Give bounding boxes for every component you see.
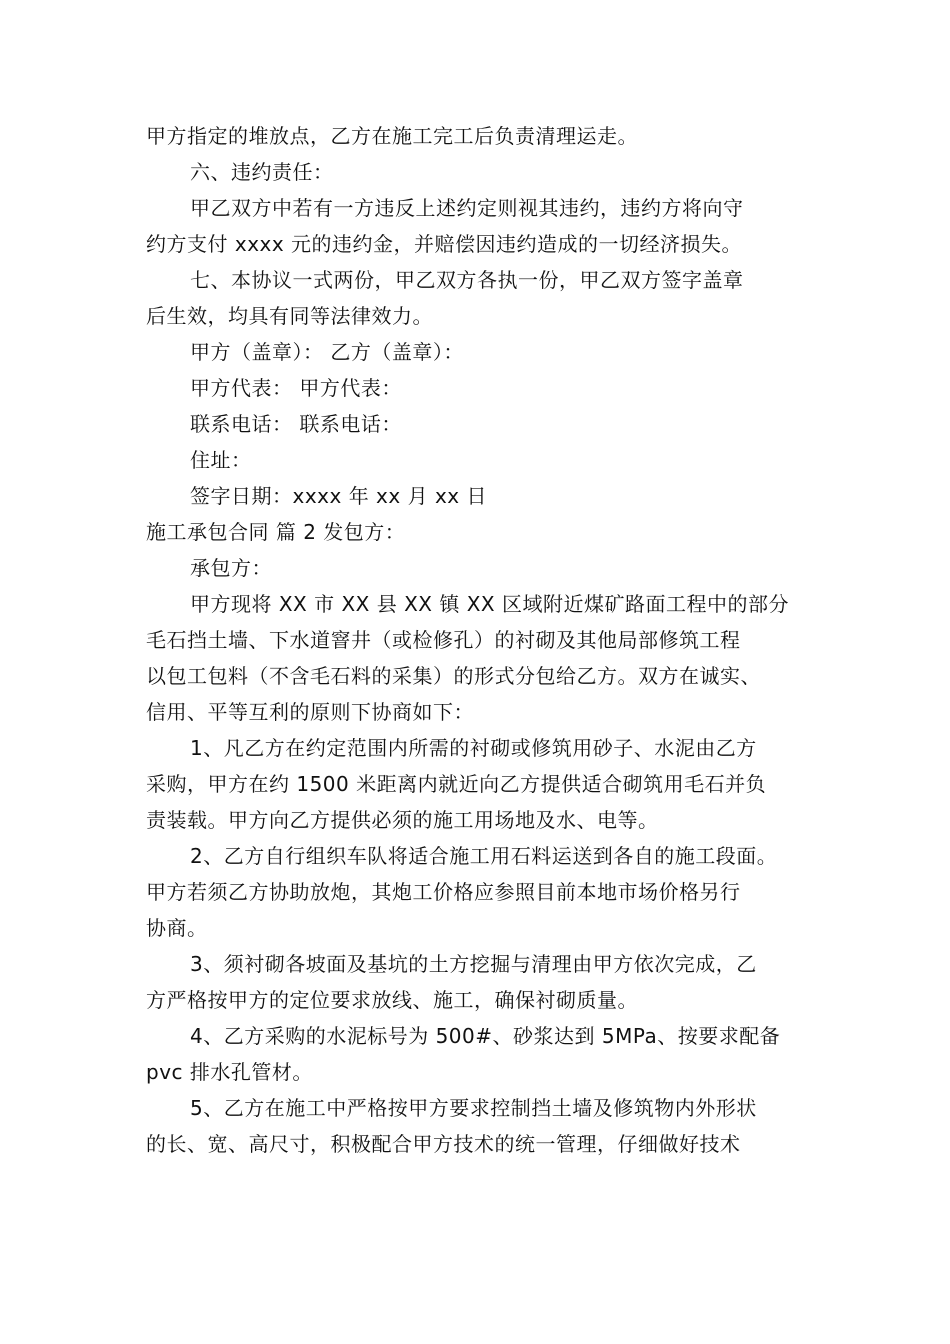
text-line: 约方支付 xxxx 元的违约金，并赔偿因违约造成的一切经济损失。 [146,232,743,256]
text-line: 甲方若须乙方协助放炮，其炮工价格应参照目前本地市场价格另行 [146,880,741,904]
text-line: 甲方（盖章）： 乙方（盖章）： [190,340,464,364]
text-line: 责装载。甲方向乙方提供必须的施工用场地及水、电等。 [146,808,659,832]
text-line: 方严格按甲方的定位要求放线、施工，确保衬砌质量。 [146,988,638,1012]
text-line: 以包工包料（不含毛石料的采集）的形式分包给乙方。双方在诚实、 [146,664,761,688]
text-line: 施工承包合同 篇 2 发包方： [146,520,406,544]
text-line: 协商。 [146,916,208,940]
text-line: 2、乙方自行组织车队将适合施工用石料运送到各自的施工段面。 [190,844,778,868]
text-line: pvc 排水孔管材。 [146,1060,313,1084]
text-line: 联系电话： 联系电话： [190,412,402,436]
text-line: 甲乙双方中若有一方违反上述约定则视其违约，违约方将向守 [190,196,744,220]
text-line: 3、须衬砌各坡面及基坑的土方挖掘与清理由甲方依次完成，乙 [190,952,757,976]
text-line: 甲方代表： 甲方代表： [190,376,402,400]
text-line: 信用、平等互利的原则下协商如下： [146,700,474,724]
text-line: 后生效，均具有同等法律效力。 [146,304,433,328]
text-line: 住址： [190,448,252,472]
text-line: 承包方： [190,556,272,580]
text-line: 签字日期：xxxx 年 xx 月 xx 日 [190,484,487,508]
text-line: 甲方指定的堆放点，乙方在施工完工后负责清理运走。 [146,124,638,148]
document-body [146,118,811,1162]
text-line: 七、本协议一式两份，甲乙双方各执一份，甲乙双方签字盖章 [190,268,744,292]
text-line: 的长、宽、高尺寸，积极配合甲方技术的统一管理，仔细做好技术 [146,1132,741,1156]
text-line: 5、乙方在施工中严格按甲方要求控制挡土墙及修筑物内外形状 [190,1096,757,1120]
text-line: 六、违约责任： [190,160,334,184]
text-line: 毛石挡土墙、下水道窨井（或检修孔）的衬砌及其他局部修筑工程 [146,628,741,652]
text-line: 4、乙方采购的水泥标号为 500#、砂浆达到 5MPa、按要求配备 [190,1024,781,1048]
text-line: 1、凡乙方在约定范围内所需的衬砌或修筑用砂子、水泥由乙方 [190,736,757,760]
text-line: 甲方现将 XX 市 XX 县 XX 镇 XX 区域附近煤矿路面工程中的部分 [190,592,789,616]
text-line: 采购，甲方在约 1500 米距离内就近向乙方提供适合砌筑用毛石并负 [146,772,767,796]
